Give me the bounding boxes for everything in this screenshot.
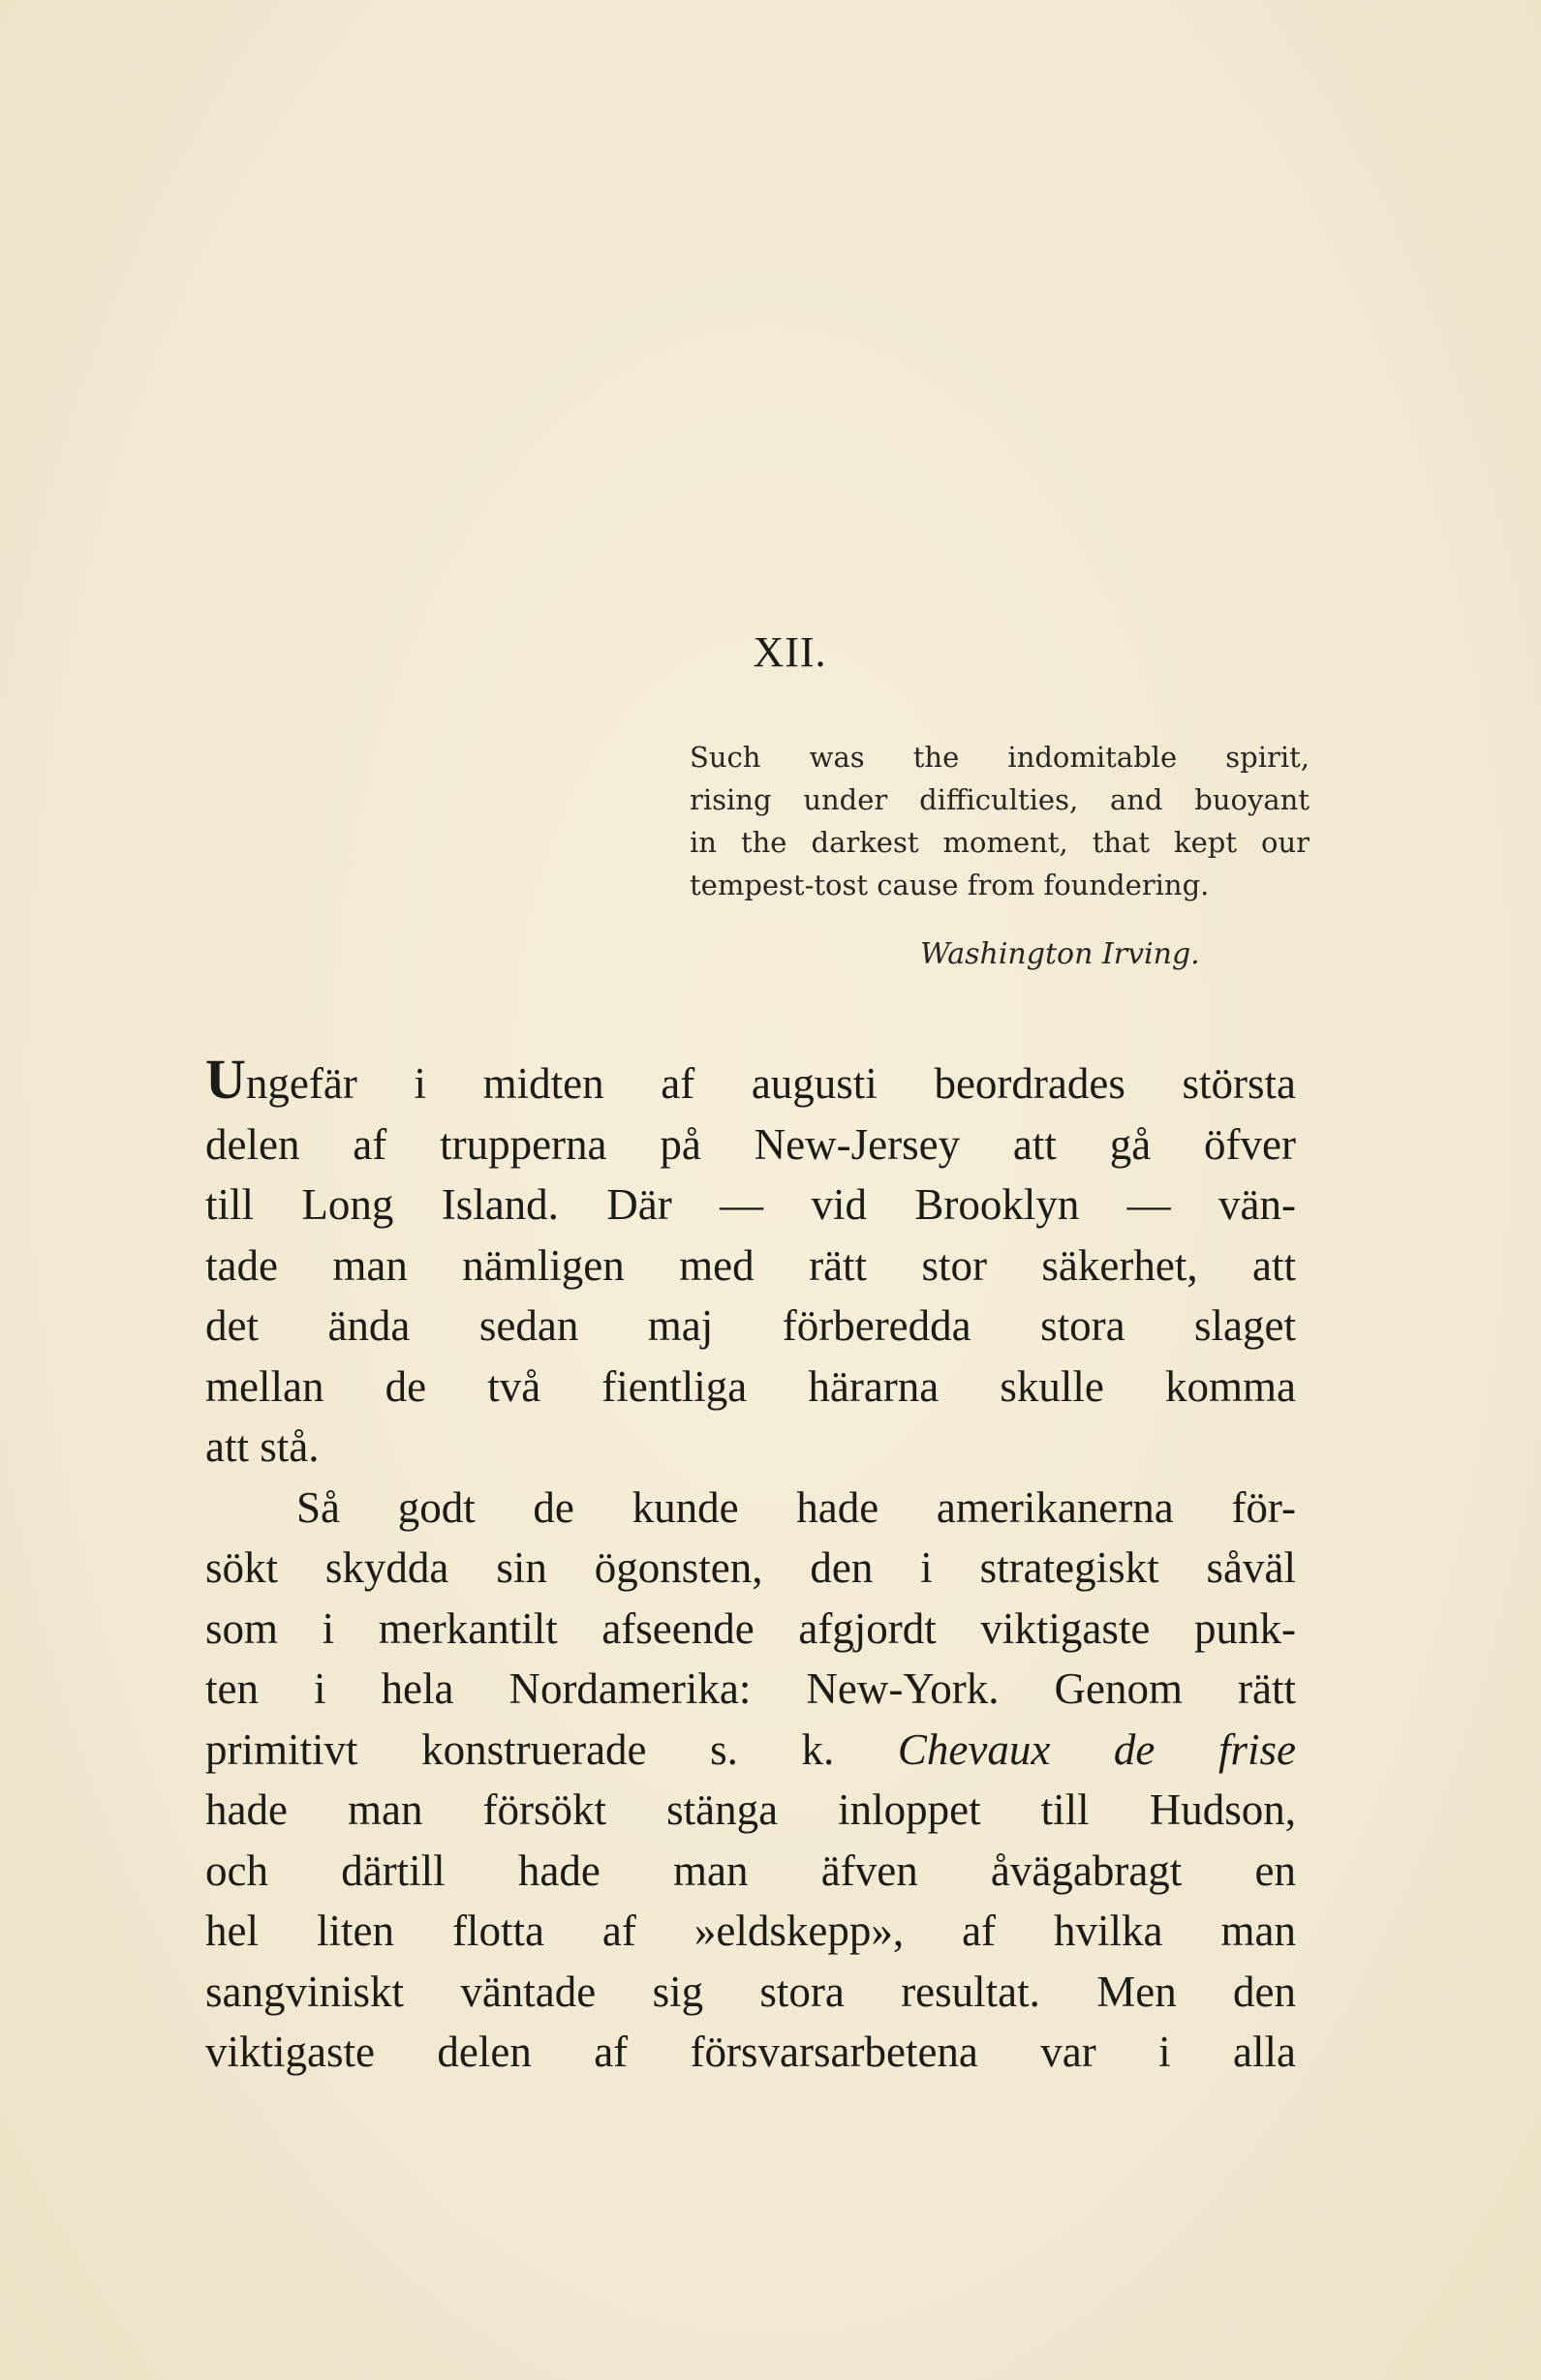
chapter-number: XII. (753, 628, 827, 676)
italic-term: Chevaux de frise (897, 1724, 1296, 1774)
text-line: hade man försökt stänga inloppet till Hudson, (205, 1785, 1296, 1834)
epigraph-line: rising under difficulties, and buoyant (690, 783, 1310, 816)
text-line: viktigaste delen af försvarsarbetena var i alla (205, 2028, 1296, 2076)
text-line (205, 1720, 1296, 1781)
text-line: att stå. (205, 1422, 320, 1471)
text-line: till Long Island. Där — vid Brooklyn — vän- (205, 1180, 1296, 1229)
text-line (205, 1048, 1296, 1114)
text-line-content: ngefär i midten af augusti beordrades största (245, 1059, 1296, 1108)
text-line: sökt skydda sin ögonsten, den i strategiskt såväl (205, 1543, 1296, 1592)
body-text (205, 1048, 1296, 2083)
drop-cap: U (205, 1048, 246, 1111)
text-line: ten i hela Nordamerika: New-York. Genom rätt (205, 1664, 1296, 1713)
text-line: tade man nämligen med rätt stor säkerhet, att (205, 1240, 1296, 1290)
text-line: och därtill hade man äfven åvägabragt en (205, 1846, 1296, 1895)
text-line-content: primitivt konstruerade s. k. (205, 1724, 898, 1774)
epigraph-attribution: Washington Irving. (920, 937, 1200, 971)
epigraph-line: Such was the indomitable spirit, (690, 741, 1310, 774)
text-line: sangviniskt väntade sig stora resultat. Men den (205, 1967, 1296, 2016)
text-line: hel liten flotta af »eldskepp», af hvilka man (205, 1907, 1296, 1955)
text-line: det ända sedan maj förberedda stora slaget (205, 1301, 1296, 1350)
text-line: delen af trupperna på New-Jersey att gå öfver (205, 1119, 1296, 1169)
epigraph (690, 736, 1310, 906)
epigraph-line: tempest-tost cause from foundering. (690, 869, 1210, 901)
text-line: som i merkantilt afseende afgjordt viktigaste punk- (205, 1603, 1296, 1653)
epigraph-line: in the darkest moment, that kept our (690, 826, 1310, 859)
text-line: mellan de två fientliga härarna skulle komma (205, 1361, 1296, 1411)
text-line: Så godt de kunde hade amerikanerna för- (296, 1482, 1296, 1532)
